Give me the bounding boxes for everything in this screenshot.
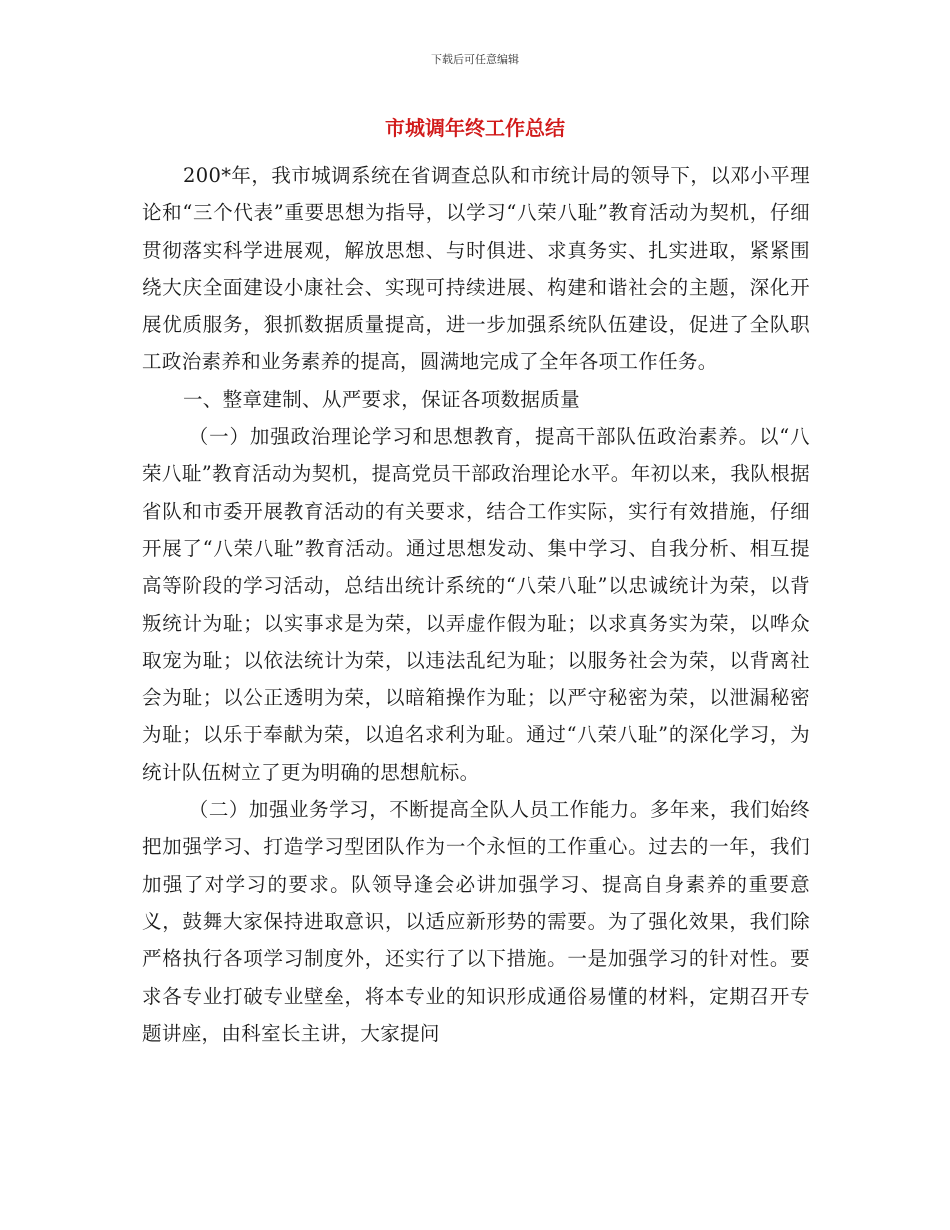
paragraph-subsection-2: （二）加强业务学习，不断提高全队人员工作能力。多年来，我们始终把加强学习、打造学习型团队作为一个永恒的工作重心。过去的一年，我们加强了对学习的要求。队领导逢会必讲加强学习、提高自身素养的重要意义，鼓舞大家保持进取意识，以适应新形势的需要。为了强化效果，我们除严格执行各项学习制度外，还实行了以下措施。一是加强学习的针对性。要求各专业打破专业壁垒，将本专业的知识形成通俗易懂的材料，定期召开专题讲座，由科室长主讲，大家提问 (142, 798, 810, 1045)
document-body (142, 157, 810, 1052)
section-heading-1: 一、整章建制、从严要求，保证各项数据质量 (182, 387, 580, 411)
page-header-note: 下载后可任意编辑 (431, 53, 519, 66)
paragraph-subsection-1: （一）加强政治理论学习和思想教育，提高干部队伍政治素养。以“八荣八耻”教育活动为契机，提高党员干部政治理论水平。年初以来，我队根据省队和市委开展教育活动的有关要求，结合工作实际，实行有效措施，仔细开展了“八荣八耻”教育活动。通过思想发动、集中学习、自我分析、相互提高等阶段的学习活动，总结出统计系统的“八荣八耻”以忠诚统计为荣，以背叛统计为耻；以实事求是为荣，以弄虚作假为耻；以求真务实为荣，以哗众取宠为耻；以依法统计为荣，以违法乱纪为耻；以服务社会为荣，以背离社会为耻；以公正透明为荣，以暗箱操作为耻；以严守秘密为荣，以泄漏秘密为耻；以乐于奉献为荣，以追名求利为耻。通过“八荣八耻”的深化学习，为统计队伍树立了更为明确的思想航标。 (142, 425, 810, 784)
paragraph-intro: 200*年，我市城调系统在省调查总队和市统计局的领导下，以邓小平理论和“三个代表”重要思想为指导，以学习“八荣八耻”教育活动为契机，仔细贯彻落实科学进展观，解放思想、与时俱进、求真务实、扎实进取，紧紧围绕大庆全面建设小康社会、实现可持续进展、构建和谐社会的主题，深化开展优质服务，狠抓数据质量提高，进一步加强系统队伍建设，促进了全队职工政治素养和业务素养的提高，圆满地完成了全年各项工作任务。 (142, 164, 810, 374)
document-title: 市城调年终工作总结 (385, 116, 565, 140)
